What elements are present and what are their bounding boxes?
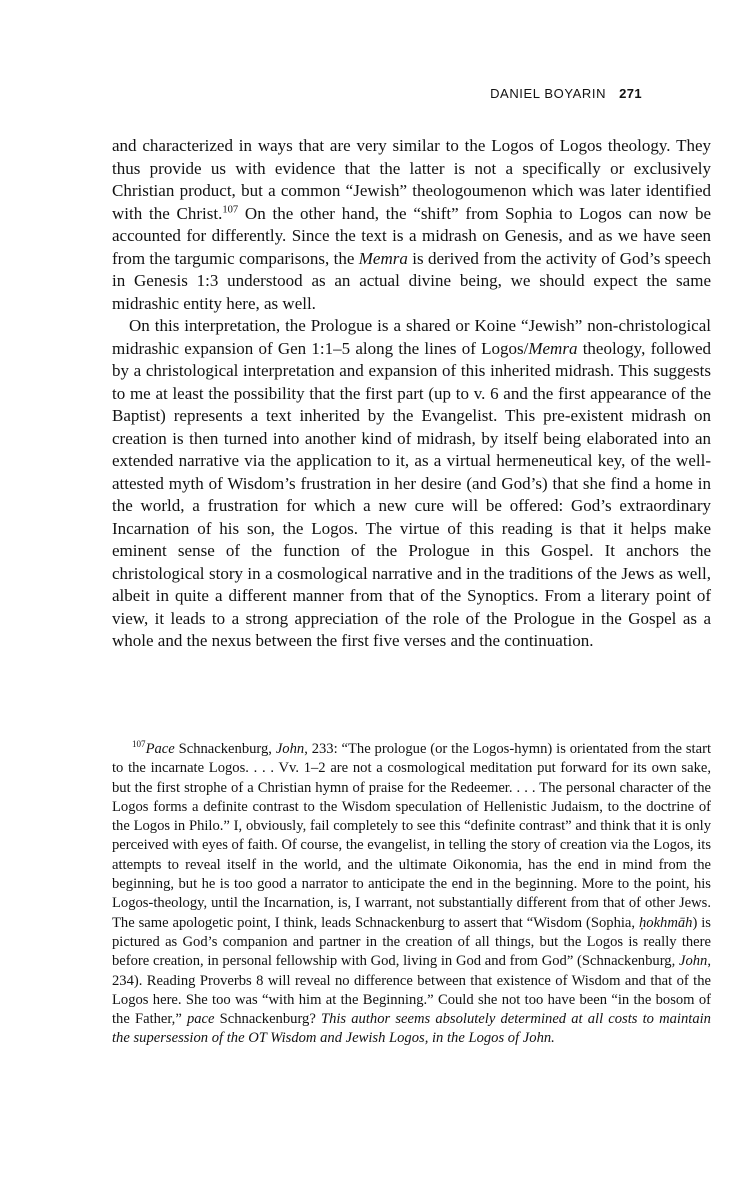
text-run: Schnackenburg,	[174, 741, 276, 757]
italic-text: Memra	[528, 338, 578, 358]
italic-text: pace	[186, 1011, 215, 1028]
text-run: and characterized in ways that are very similar to the Logos of Logos theology. They thus provide us with evidence that the latter is not a specifically or exclusively Christian product, but a common “Jewish” theologoumenon which was later identified with the Christ.	[112, 136, 711, 223]
running-head	[112, 86, 642, 101]
text-run: is derived from the activity of God’s speech in Genesis 1:3 understood as an actual divine being, we should expect the same midrashic entity here, as well.	[112, 248, 711, 313]
italic-text: Pace	[145, 741, 175, 757]
text-run: , 233: “The prologue (or the Logos-hymn) is orientated from the start to the incarnate Logos. . . . Vv. 1–2 are not a cosmological meditation put forward for its own sake, but the first strophe of a Christian hymn of praise for the Redeemer. . . . The personal character of the Logos forms a definite contrast to the Wisdom speculation of Hellenistic Judaism, to the doctrine of the Logos in Philo.” I, obviously, fail completely to see this “definite contrast” and think that it is only perceived with eyes of faith. Of course, the evangelist, in telling the story of creation via the Logos, its attempts to reveal itself in the world, and the ultimate Oikonomia, has the end in mind from the beginning, but he is too good a narrator to anticipate the end in the beginning. More to the point, his Logos-theology, until the Incarnation, is, I warrant, not substantially different from that of other Jews. The same apologetic point, I think, leads Schnackenburg to assert that “Wisdom (Sophia,	[112, 741, 711, 931]
text-run: On this interpretation, the Prologue is a shared or Koine “Jewish” non-christological midrashic expansion of Gen 1:1–5 along the lines of Logos/	[112, 316, 711, 358]
italic-text: ḥokhmāh	[638, 914, 693, 931]
text-run: theology, followed by a christological interpretation and expansion of this inherited midrash. This suggests to me at least the possibility that the first part (up to v. 6 and the first appearance of the Baptist) represents a text inherited by the Evangelist. This pre-existent midrash on creation is then turned into another kind of midrash, by itself being elaborated into an extended narrative via the application to it, as a virtual hermeneutical key, of the well-attested myth of Wisdom’s frustration in her desire (and God’s) that she find a home in the world, a frustration for which a new cure will be offered: God’s extraordinary Incarnation of his son, the Logos. The virtue of this reading is that it helps make eminent sense of the function of the Prologue in this Gospel. It anchors the christological story in a cosmological narrative and in the traditions of the Jews as well, albeit in quite a different manner from that of the Synoptics. From a literary point of view, it leads to a strong appreciation of the role of the Prologue in the Gospel as a whole and the nexus between the first five verses and the continuation.	[112, 338, 711, 650]
italic-text: John	[275, 741, 305, 757]
text-run: , 234). Reading Proverbs 8 will reveal no difference between that existence of Wisdom and that of the Logos here. She too was “with him at the Beginning.” Could she not too have been “in the bosom of the Father,”	[112, 953, 711, 1028]
main-text	[112, 135, 711, 653]
page-number: 271	[619, 86, 642, 101]
italic-text: John	[678, 953, 708, 970]
italic-text: Memra	[358, 248, 408, 268]
footnote-ref: 107	[222, 203, 239, 215]
paragraph	[112, 135, 711, 315]
text-run: Schnackenburg?	[214, 1011, 321, 1028]
footnote-ref: 107	[132, 739, 146, 750]
footnote-section	[112, 740, 711, 1049]
paragraph	[112, 740, 711, 1049]
paragraph	[112, 315, 711, 653]
running-head-author: DANIEL BOYARIN	[490, 86, 607, 101]
italic-text: This author seems absolutely determined at all costs to maintain the supersession of the OT Wisdom and Jewish Logos, in the Logos of John.	[112, 1011, 711, 1047]
text-run: ) is pictured as God’s companion and partner in the creation of all things, but the Logos is really there before creation, in personal fellowship with God, living in God and from God” (Schnackenburg,	[112, 914, 711, 970]
text-run: On the other hand, the “shift” from Sophia to Logos can now be accounted for differently. Since the text is a midrash on Genesis, and as we have seen from the targumic comparisons, the	[112, 203, 711, 268]
